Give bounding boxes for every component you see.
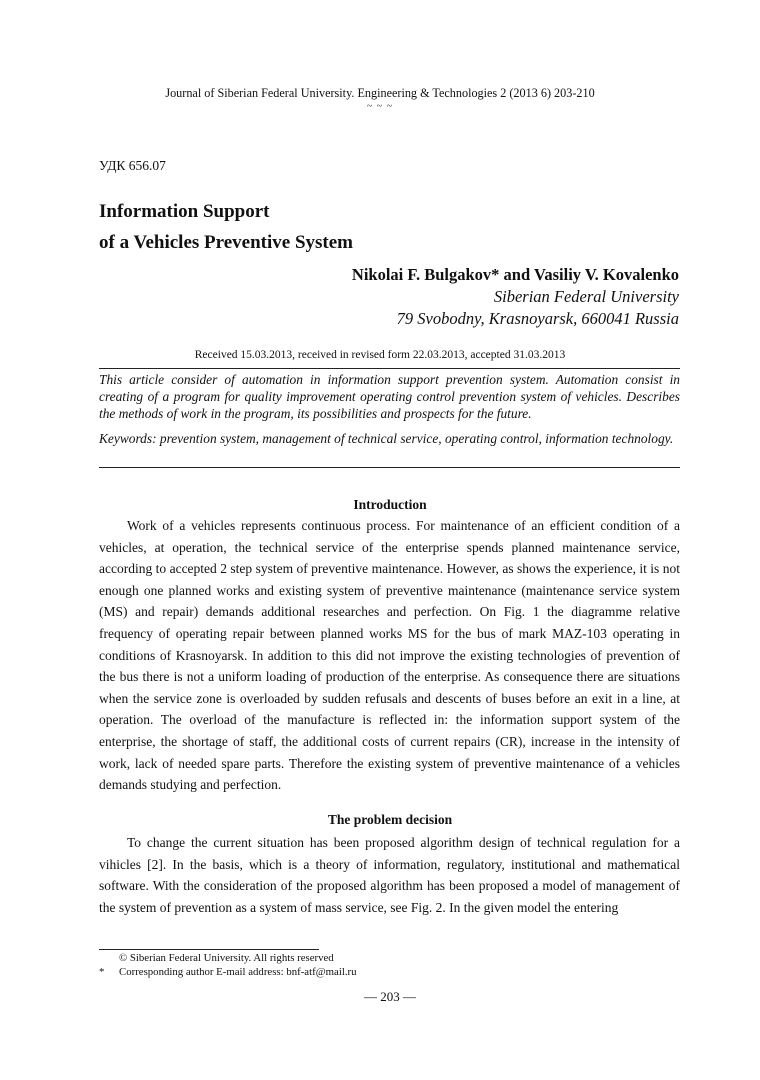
journal-ornament: ~ ~ ~ bbox=[366, 101, 394, 112]
author-affiliation: Siberian Federal University bbox=[493, 287, 679, 306]
footnote-copyright bbox=[99, 951, 680, 965]
abstract-top-rule bbox=[99, 368, 680, 369]
author-names: Nikolai F. Bulgakov* and Vasiliy V. Kovalenko bbox=[351, 265, 679, 284]
footnote-corresponding-text: Corresponding author E-mail address: bnf-atf@mail.ru bbox=[119, 966, 357, 978]
problem-decision-heading: The problem decision bbox=[327, 812, 453, 827]
problem-decision-paragraph: To change the current situation has been proposed algorithm design of technical regulation for a vihicles [2]. In the basis, which is a theory of information, regulatory, institutional and mathematical software. With the consideration of the proposed algorithm has been proposed a model of management of the system of prevention as a system of mass service, see Fig. 2. In the given model the entering bbox=[99, 835, 680, 915]
footnote-corresponding bbox=[99, 965, 680, 979]
journal-header: Journal of Siberian Federal University. Engineering & Technologies 2 (2013 6) 203-210 bbox=[165, 86, 595, 100]
footnote-copyright-text: © Siberian Federal University. All rights reserved bbox=[119, 952, 334, 964]
author-address: 79 Svobodny, Krasnoyarsk, 660041 Russia bbox=[396, 309, 679, 328]
keywords-text: Keywords: prevention system, management of technical service, operating control, information technology. bbox=[99, 431, 674, 446]
received-dates: Received 15.03.2013, received in revised form 22.03.2013, accepted 31.03.2013 bbox=[194, 349, 566, 361]
footnotes bbox=[99, 951, 680, 979]
abstract-bottom-rule bbox=[99, 467, 680, 468]
footnote-copyright-spacer bbox=[99, 951, 119, 965]
footnote-star: * bbox=[99, 966, 105, 978]
abstract-text: This article consider of automation in information support prevention system. Automation consist in creating of a program for quality improvement operating control prevention system of vehicles. Describes the methods of work in the program, its possibilities and prospects for the future. bbox=[99, 372, 680, 421]
article-title bbox=[99, 196, 353, 258]
udk-code: УДК 656.07 bbox=[99, 158, 166, 173]
introduction-heading: Introduction bbox=[353, 497, 427, 512]
page-number: — 203 — bbox=[364, 989, 416, 1004]
article-title-line-2: of a Vehicles Preventive System bbox=[99, 232, 353, 253]
footnote-rule bbox=[99, 949, 319, 950]
author-block bbox=[352, 264, 679, 330]
article-title-line-1: Information Support bbox=[99, 201, 270, 222]
introduction-paragraph: Work of a vehicles represents continuous process. For maintenance of an efficient condition of a vehicles, at operation, the technical service of the enterprise spends planned maintenance service, according to accepted 2 step system of preventive maintenance. However, as shows the experience, it is not enough one planned works and existing system of preventive maintenance (maintenance service system (MS) and repair) demands additional researches and perfection. On Fig. 1 the diagramme relative frequency of operating repair between planned works MS for the bus of mark MAZ-103 operating in conditions of Krasnoyarsk. In addition to this did not improve the existing technologies of prevention of the bus there is not a uniform loading of production of the enterprise. As consequence there are situations when the service zone is overloaded by sudden refusals and descents of buses before an exit in a line, at operation. The overload of the manufacture is reflected in: the information support system of the enterprise, the shortage of staff, the additional costs of current repairs (CR), increase in the intensity of work, lack of needed spare parts. Therefore the existing system of preventive maintenance of a vehicles demands studying and perfection. bbox=[99, 518, 680, 793]
